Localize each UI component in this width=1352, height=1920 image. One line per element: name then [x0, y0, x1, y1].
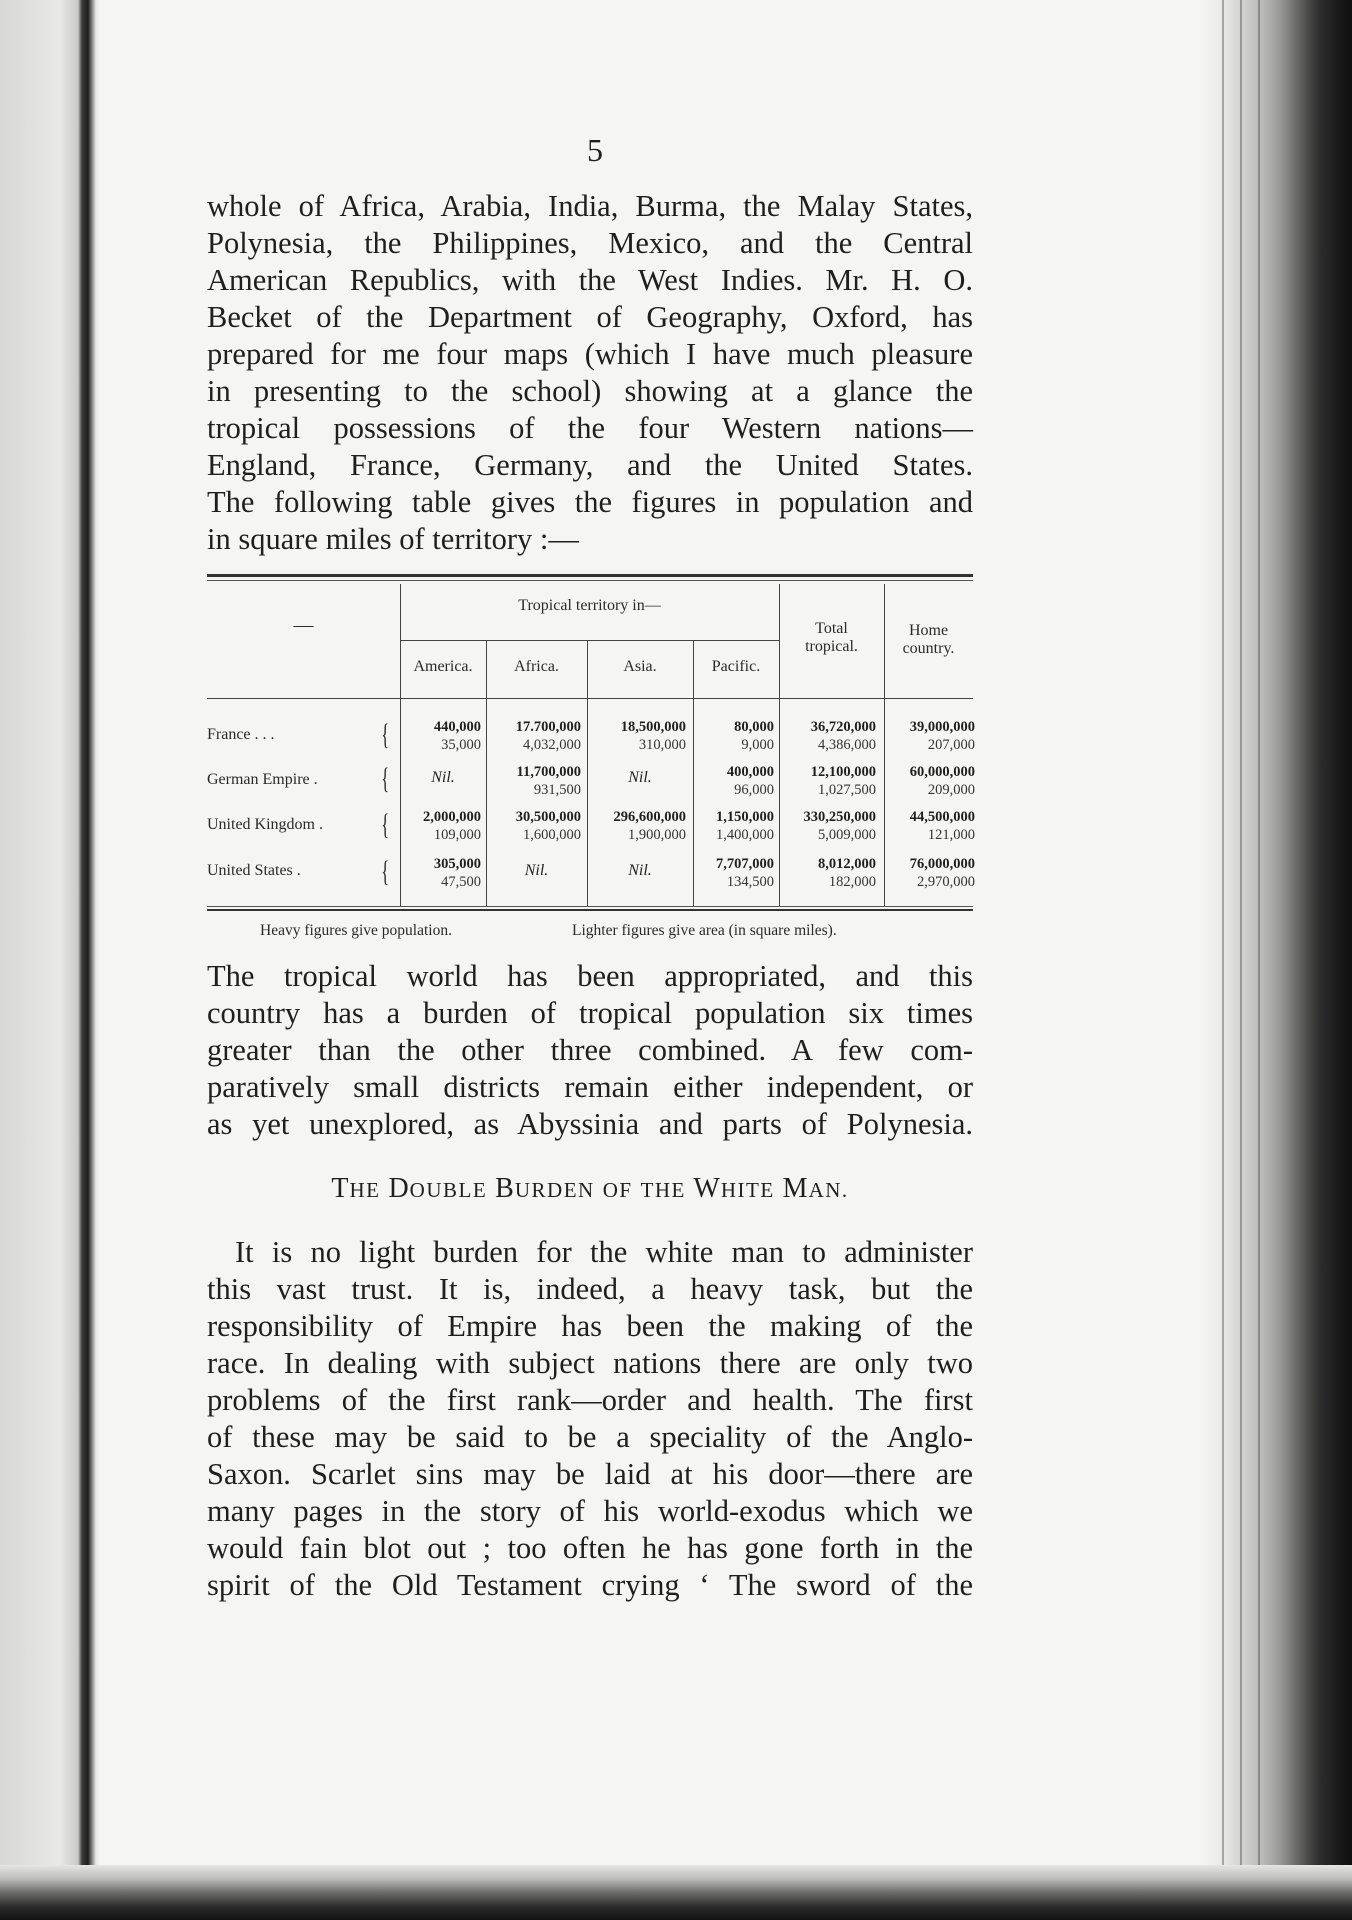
text-line: prepared for me four maps (which I have much pleasure [207, 337, 973, 371]
col-header-america: America. [413, 658, 473, 675]
table-bottom-rule [207, 906, 973, 911]
section-heading: THE DOUBLE BURDEN OF THE WHITE MAN. [331, 1173, 849, 1204]
text-line: many pages in the story of his world-exodus which we [207, 1494, 973, 1528]
cell-france-home: 39,000,000 207,000 [909, 719, 975, 753]
page-edge-streak [1258, 0, 1260, 1920]
table-footnote-area: Lighter figures give area (in square miles). [572, 922, 837, 939]
row-label-united-kingdom: United Kingdom . [207, 816, 323, 833]
paragraph-burden [207, 1234, 973, 1604]
col-header-asia: Asia. [623, 658, 657, 675]
cell-germany-africa: 11,700,000 931,500 [516, 764, 581, 798]
col-header-home-2: country. [902, 640, 955, 657]
text-line: responsibility of Empire has been the making of the [207, 1309, 973, 1343]
text-line: as yet unexplored, as Abyssinia and parts of Polynesia. [207, 1107, 973, 1141]
corner-dash: — [293, 614, 314, 636]
cell-uk-total: 330,250,000 5,009,000 [803, 809, 876, 843]
cell-france-total: 36,720,000 4,386,000 [810, 719, 876, 753]
cell-germany-america-nil: Nil. [431, 769, 455, 786]
col-header-total-2: tropical. [805, 638, 858, 655]
cell-us-home: 76,000,000 2,970,000 [909, 856, 975, 890]
text-line: tropical possessions of the four Western nations— [207, 411, 973, 445]
col-header-africa: Africa. [514, 658, 559, 675]
text-line: in presenting to the school) showing at a glance the [207, 374, 973, 408]
text-line: Polynesia, the Philippines, Mexico, and the Central [207, 226, 973, 260]
cell-us-america: 305,000 47,500 [433, 856, 481, 890]
cell-germany-asia-nil: Nil. [628, 769, 652, 786]
text-line: of these may be said to be a speciality of the Anglo- [207, 1420, 973, 1454]
page-number: 5 [587, 132, 603, 168]
cell-uk-africa: 30,500,000 1,600,000 [515, 809, 581, 843]
cell-uk-asia: 296,600,000 1,900,000 [613, 809, 686, 843]
cell-us-asia-nil: Nil. [628, 862, 652, 879]
text-line: race. In dealing with subject nations there are only two [207, 1346, 973, 1380]
col-header-home-1: Home [908, 622, 949, 639]
cell-germany-pacific: 400,000 96,000 [726, 764, 774, 798]
text-line: The tropical world has been appropriated, and this [207, 959, 973, 993]
text-line: in square miles of territory :— [207, 522, 579, 556]
row-brace: { [381, 855, 390, 888]
cell-uk-home: 44,500,000 121,000 [909, 809, 975, 843]
text-line: whole of Africa, Arabia, India, Burma, the Malay States, [207, 189, 973, 223]
cell-us-total: 8,012,000 182,000 [818, 856, 876, 890]
text-line: American Republics, with the West Indies. Mr. H. O. [207, 263, 973, 297]
book-bottom-edge [0, 1865, 1352, 1920]
cell-france-america: 440,000 35,000 [433, 719, 481, 753]
row-brace: { [381, 762, 390, 795]
row-brace: { [381, 808, 390, 841]
row-label-france: France . . . [207, 726, 275, 743]
table-hline [400, 640, 779, 641]
cell-us-africa-nil: Nil. [524, 862, 549, 879]
text-line: would fain blot out ; too often he has gone forth in the [207, 1531, 973, 1565]
cell-germany-home: 60,000,000 209,000 [909, 764, 975, 798]
cell-france-asia: 18,500,000 310,000 [620, 719, 686, 753]
text-line: It is no light burden for the white man to administer [235, 1235, 973, 1269]
cell-uk-pacific: 1,150,000 1,400,000 [716, 809, 774, 843]
page-edge-streak [1240, 0, 1242, 1920]
cell-germany-total: 12,100,000 1,027,500 [810, 764, 876, 798]
text-line: The following table gives the figures in population and [207, 485, 973, 519]
paragraph-intro [207, 188, 973, 558]
text-line: paratively small districts remain either independent, or [207, 1070, 973, 1104]
text-line: spirit of the Old Testament crying ‘ The sword of the [207, 1568, 973, 1602]
row-label-german-empire: German Empire . [207, 771, 318, 788]
page-edge-streak [1222, 0, 1224, 1920]
table-hline [207, 698, 973, 699]
text-line: problems of the first rank—order and health. The first [207, 1383, 973, 1417]
text-line: greater than the other three combined. A few com- [207, 1033, 973, 1067]
tropical-territory-header: Tropical territory in— [518, 597, 661, 614]
col-header-total-1: Total [815, 620, 848, 637]
row-brace: { [381, 718, 390, 751]
cell-france-africa: 17.700,000 4,032,000 [515, 719, 581, 753]
book-left-edge [0, 0, 100, 1920]
text-line: country has a burden of tropical population six times [207, 996, 973, 1030]
cell-uk-america: 2,000,000 109,000 [423, 809, 481, 843]
col-header-pacific: Pacific. [711, 658, 761, 675]
text-line: England, France, Germany, and the United States. [207, 448, 973, 482]
row-label-united-states: United States . [207, 862, 301, 879]
text-line: this vast trust. It is, indeed, a heavy task, but the [207, 1272, 973, 1306]
cell-us-pacific: 7,707,000 134,500 [716, 856, 774, 890]
table-footnote-population: Heavy figures give population. [260, 922, 452, 939]
paragraph-tropical-world [207, 958, 973, 1143]
cell-france-pacific: 80,000 9,000 [734, 719, 774, 753]
table-top-rule [207, 574, 973, 581]
text-line: Becket of the Department of Geography, Oxford, has [207, 300, 973, 334]
text-line: Saxon. Scarlet sins may be laid at his door—there are [207, 1457, 973, 1491]
